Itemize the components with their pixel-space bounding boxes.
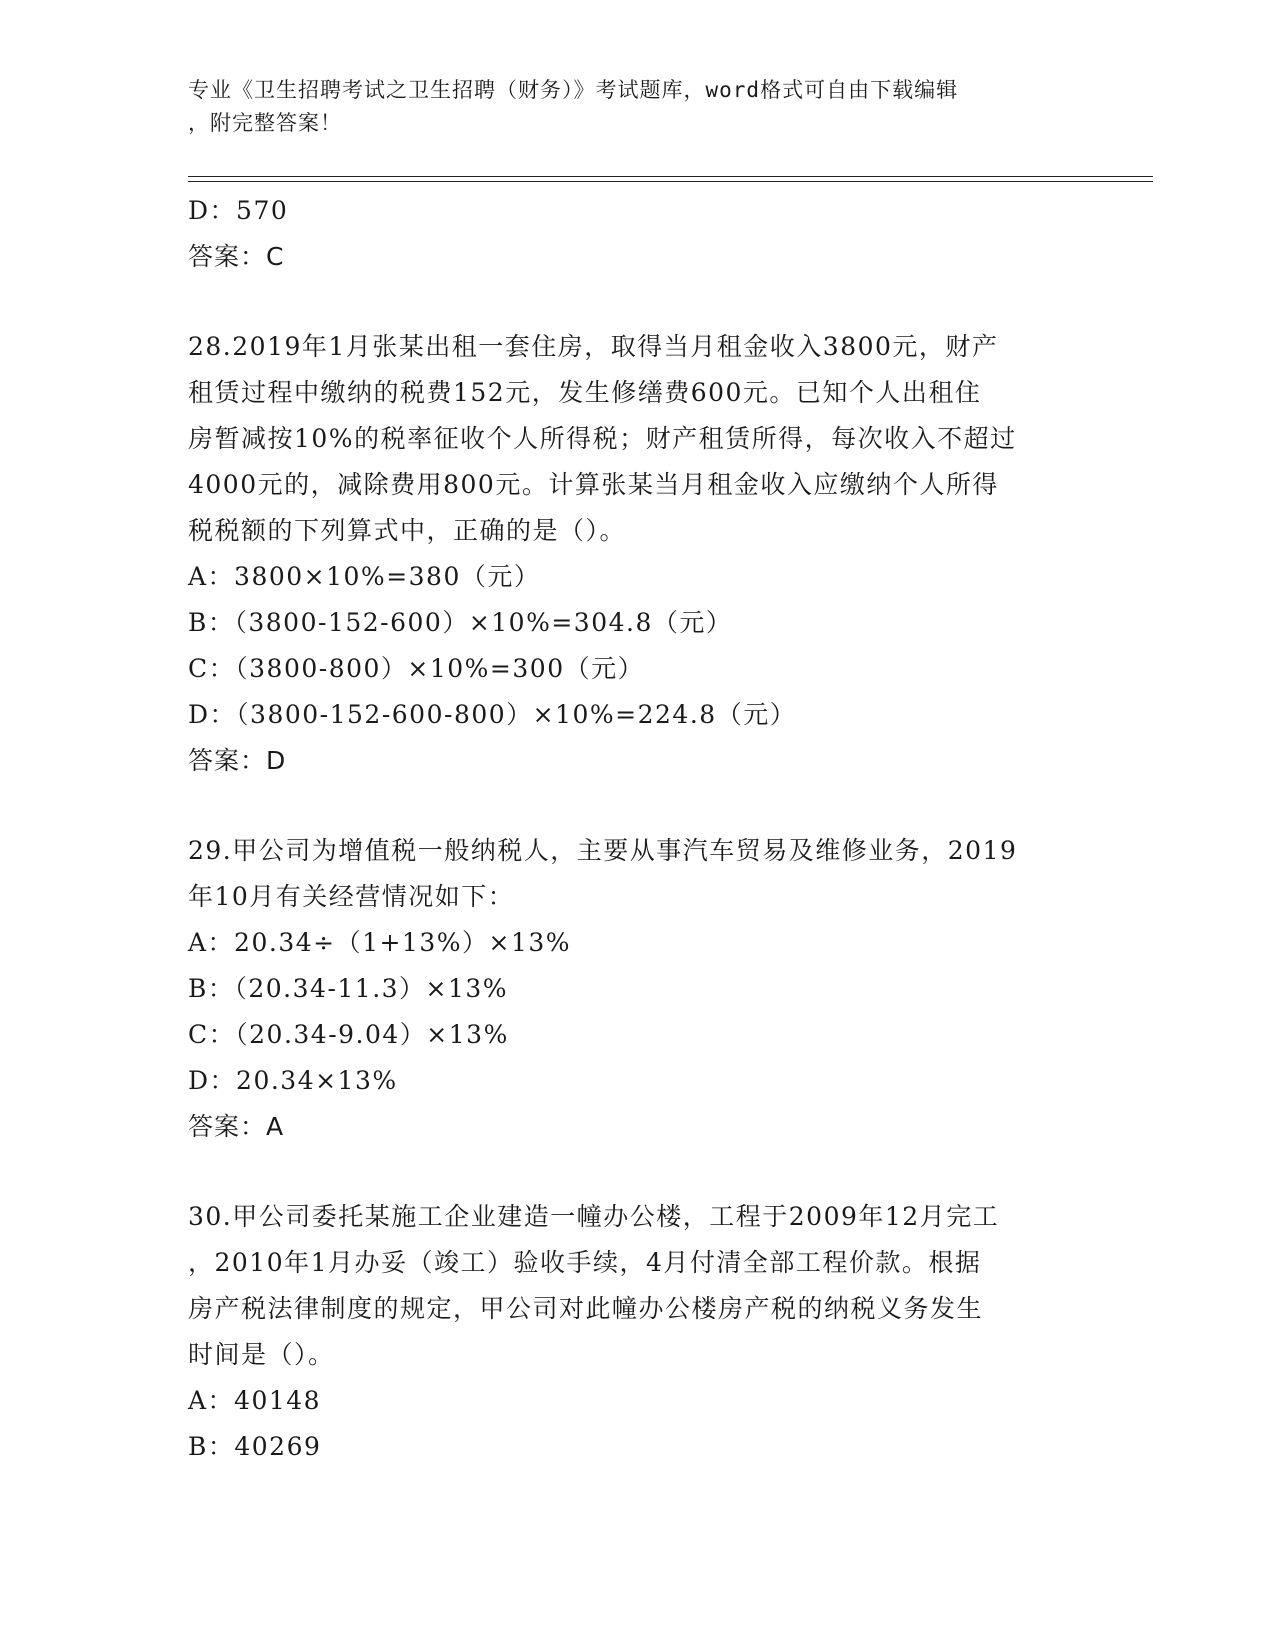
question-text-line: 4000元的，减除费用800元。计算张某当月租金收入应缴纳个人所得	[188, 470, 999, 499]
option-b: B：（20.34-11.3）×13%	[188, 974, 509, 1003]
question-text-line: 28.2019年1月张某出租一套住房，取得当月租金收入3800元，财产	[188, 332, 999, 361]
question-text-line: 租赁过程中缴纳的税费152元，发生修缮费600元。已知个人出租住	[188, 378, 982, 407]
document-header	[188, 74, 1068, 140]
question-28	[188, 324, 1088, 784]
question-text-line: 房暂减按10%的税率征收个人所得税；财产租赁所得，每次收入不超过	[188, 424, 1017, 453]
document-body	[188, 188, 1088, 1470]
header-line-2: ，附完整答案！	[188, 111, 342, 135]
spacer	[188, 1150, 1088, 1194]
question-text-line: ，2010年1月办妥（竣工）验收手续，4月付清全部工程价款。根据	[188, 1248, 982, 1277]
header-divider-top	[188, 176, 1153, 177]
question-text-line: 税税额的下列算式中，正确的是（）。	[188, 516, 627, 545]
question-text-line: 30.甲公司委托某施工企业建造一幢办公楼，工程于2009年12月完工	[188, 1202, 1000, 1231]
q27-answer: 答案：C	[188, 242, 285, 271]
header-divider-bottom	[188, 181, 1153, 182]
option-c: C：（3800-800）×10%=300（元）	[188, 654, 645, 683]
q27-option-d: D：570	[188, 196, 289, 225]
question-29	[188, 828, 1088, 1150]
question-text-line: 房产税法律制度的规定，甲公司对此幢办公楼房产税的纳税义务发生	[188, 1294, 984, 1323]
question-text-line: 时间是（）。	[188, 1340, 335, 1369]
spacer	[188, 784, 1088, 828]
option-a: A：3800×10%=380（元）	[188, 562, 541, 591]
option-d: D：（3800-152-600-800）×10%=224.8（元）	[188, 700, 797, 729]
spacer	[188, 280, 1088, 324]
option-c: C：（20.34-9.04）×13%	[188, 1020, 509, 1049]
option-a: A：20.34÷（1+13%）×13%	[188, 928, 572, 957]
question-30	[188, 1194, 1088, 1470]
answer: 答案：D	[188, 746, 287, 775]
option-d: D：20.34×13%	[188, 1066, 398, 1095]
option-b: B：（3800-152-600）×10%=304.8（元）	[188, 608, 733, 637]
question-text-line: 年10月有关经营情况如下：	[188, 882, 515, 911]
option-b: B：40269	[188, 1432, 322, 1461]
option-a: A：40148	[188, 1386, 322, 1415]
question-text-line: 29.甲公司为增值税一般纳税人，主要从事汽车贸易及维修业务，2019	[188, 836, 1018, 865]
header-line-1: 专业《卫生招聘考试之卫生招聘（财务）》考试题库，word格式可自由下载编辑	[188, 78, 959, 102]
answer: 答案：A	[188, 1112, 285, 1141]
